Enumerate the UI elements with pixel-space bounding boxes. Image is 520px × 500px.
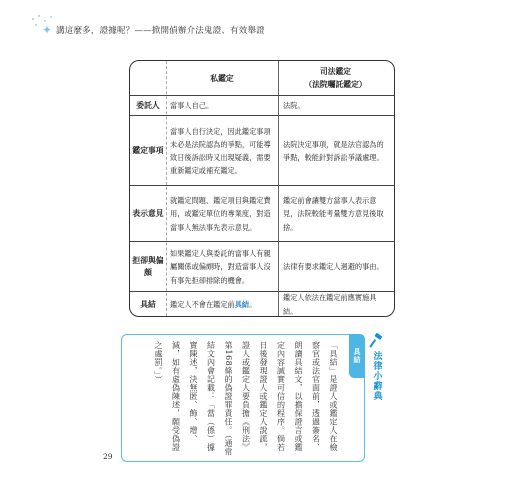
row-label: 委託人 — [136, 101, 160, 110]
judicial-cell: 法院。 — [278, 96, 392, 116]
table-row — [130, 291, 394, 317]
gavel-icon — [369, 333, 385, 349]
header-judicial-title: 司法鑑定 — [319, 67, 352, 76]
header-private-appraisal: 私鑑定 — [210, 73, 234, 83]
header-title: 講這麼多，證據呢？——掀開偵辦介法鬼證、有效舉證 — [56, 26, 265, 36]
dictionary-box — [121, 334, 365, 462]
legal-dictionary-title — [370, 333, 384, 401]
private-text: 鑑定人不會在鑑定前 — [170, 299, 235, 309]
table-row — [130, 185, 394, 242]
row-label: 拒卻與偏頗 — [132, 256, 164, 277]
private-cell — [166, 292, 278, 317]
row-label: 具結 — [140, 299, 156, 309]
highlight-term: 具結 — [234, 299, 250, 309]
page-number: 29 — [103, 452, 113, 461]
header-empty-cell — [130, 61, 166, 95]
header-judicial-appraisal — [278, 61, 392, 95]
table-row — [130, 95, 394, 116]
dictionary-title-text: 法律小辭典 — [371, 351, 382, 401]
private-cell: 就鑑定問題、鑑定項目與鑑定費用，或鑑定單位的專業度，對造當事人無法事先表示意見。 — [170, 196, 271, 232]
private-text-end: 。 — [249, 299, 257, 309]
row-label: 鑑定事項 — [132, 146, 164, 155]
dictionary-definition: 「具結」是證人或鑑定人在檢察官或法官面前，透過簽名、朗讀具結文，以擔保證言或鑑定內容誠實可信的程序。倘若日後發現證人或鑑定人說謊，證人或鑑定人要負擔《刑法》第168條的偽證罪責任。（通常結文內會記載：「當（係）據實陳述，決無匿、飾、增、減，如有虛偽陳述，願受偽證之處罰。」） — [154, 341, 338, 456]
private-cell: 當事人自己。 — [170, 101, 214, 111]
private-cell: 當事人自行決定，因此鑑定事項未必是法院認為的爭點，可能導致日後訴訟時又出現疑義，需要重新鑑定或補充鑑定。 — [170, 126, 271, 176]
term-tab-label: 具結 — [353, 348, 361, 364]
header-judicial-subtitle: （法院囑託鑑定） — [304, 80, 367, 89]
judicial-cell: 鑑定前會讓雙方當事人表示意見，法院較能考量雙方意見後取捨。 — [278, 186, 392, 242]
table-row — [130, 241, 394, 292]
star-icon: ✦ — [42, 23, 53, 37]
judicial-cell: 法律有要求鑑定人迴避的事由。 — [278, 242, 392, 292]
judicial-cell: 鑑定人依法在鑑定前應實施具結。 — [278, 292, 392, 317]
table-header-row — [130, 61, 394, 95]
table-row — [130, 115, 394, 186]
term-tab — [349, 334, 365, 378]
judicial-cell: 法院決定事項，就是法官認為的爭點，較能針對訴訟爭議處理。 — [278, 116, 392, 186]
comparison-table — [129, 60, 395, 317]
row-label: 表示意見 — [132, 209, 164, 218]
page-header — [42, 22, 265, 38]
private-cell: 如果鑑定人與委託的當事人有親屬關係或偏頗時，對造當事人沒有事先拒卻排除的機會。 — [170, 249, 271, 285]
